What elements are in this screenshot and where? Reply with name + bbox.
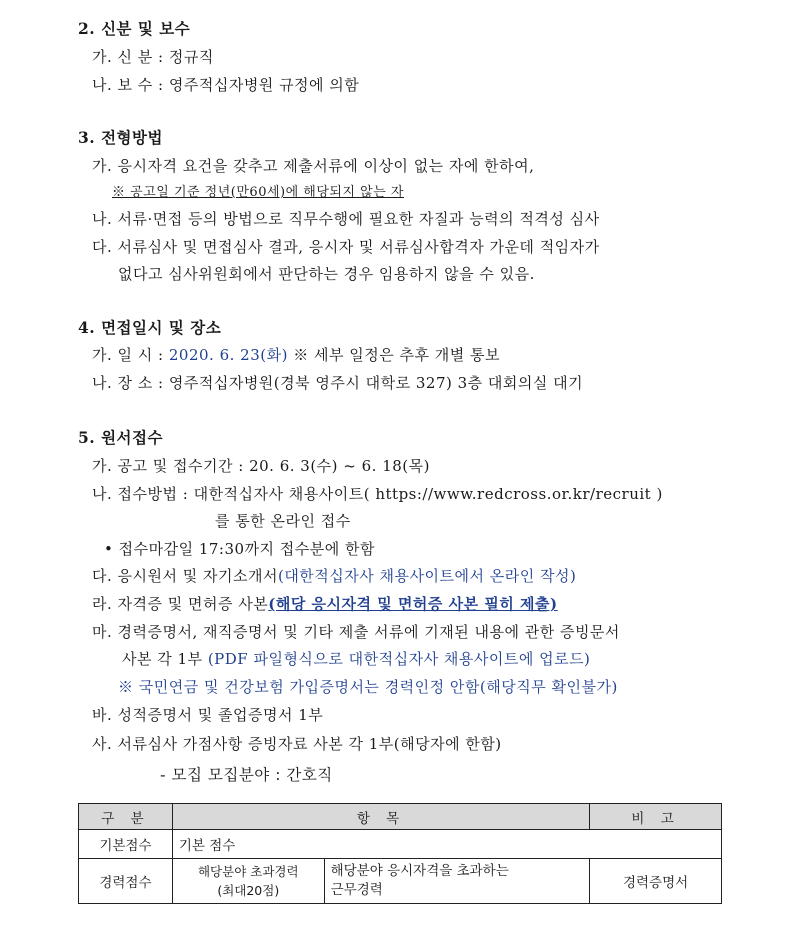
document-item-f: 바. 성적증명서 및 졸업증명서 1부 bbox=[92, 706, 324, 724]
row2-item-a-line2: (최대20점) bbox=[217, 883, 280, 898]
row1-item: 기본 점수 bbox=[172, 830, 721, 859]
table-row bbox=[79, 830, 722, 859]
section-3-title: 3. 전형방법 bbox=[78, 128, 163, 147]
document-item-c-label: 다. 응시원서 및 자기소개서 bbox=[92, 567, 278, 585]
header-note: 비 고 bbox=[590, 804, 722, 830]
document-item-e-line1: 마. 경력증명서, 재직증명서 및 기타 제출 서류에 기재된 내용에 관한 증빙문서 bbox=[92, 623, 620, 641]
table-header-row bbox=[79, 804, 722, 830]
document-item-e-line2 bbox=[122, 649, 590, 669]
interview-date-note: ※ 세부 일정은 추후 개별 통보 bbox=[287, 346, 500, 364]
row2-item-b-line1: 해당분야 응시자격을 초과하는 bbox=[330, 863, 509, 879]
table-row bbox=[79, 859, 722, 904]
interview-date bbox=[92, 345, 500, 365]
document-item-d-label: 라. 자격증 및 면허증 사본 bbox=[92, 595, 269, 613]
section-4-title: 4. 면접일시 및 장소 bbox=[78, 318, 222, 337]
selection-item-c-line1: 다. 서류심사 및 면접심사 결과, 응시자 및 서류심사합격자 가운데 적임자가 bbox=[92, 238, 600, 256]
row1-category: 기본점수 bbox=[79, 830, 173, 859]
interview-date-value: 2020. 6. 23(화) bbox=[168, 346, 288, 364]
retirement-age-note: ※ 공고일 기준 정년(만60세)에 해당되지 않는 자 bbox=[112, 185, 404, 200]
row2-item-b bbox=[324, 859, 590, 904]
employment-status: 가. 신 분 : 정규직 bbox=[92, 48, 214, 66]
row2-item-a bbox=[172, 859, 324, 904]
deadline-bullet: • 접수마감일 17:30까지 접수분에 한함 bbox=[104, 540, 376, 558]
application-period: 가. 공고 및 접수기간 : 20. 6. 3(수) ~ 6. 18(목) bbox=[92, 457, 430, 475]
header-item: 항 목 bbox=[172, 804, 589, 830]
document-item-g: 사. 서류심사 가점사항 증빙자료 사본 각 1부(해당자에 한함) bbox=[92, 735, 502, 753]
recruitment-field: - 모집 모집분야 : 간호직 bbox=[160, 766, 333, 784]
section-2-title: 2. 신분 및 보수 bbox=[78, 19, 191, 38]
pension-insurance-note: ※ 국민연금 및 건강보험 가입증명서는 경력인정 안함(해당직무 확인불가) bbox=[118, 678, 618, 696]
row2-note: 경력증명서 bbox=[590, 859, 722, 904]
header-category: 구 분 bbox=[79, 804, 173, 830]
selection-item-b: 나. 서류·면접 등의 방법으로 직무수행에 필요한 자질과 능력의 적격성 심사 bbox=[92, 210, 600, 228]
selection-item-a: 가. 응시자격 요건을 갖추고 제출서류에 이상이 없는 자에 한하여, bbox=[92, 157, 535, 175]
document-item-e-note: (PDF 파일형식으로 대한적십자사 채용사이트에 업로드) bbox=[207, 650, 591, 668]
interview-date-label: 가. 일 시 : bbox=[92, 346, 169, 364]
scoring-table bbox=[78, 803, 722, 904]
salary: 나. 보 수 : 영주적십자병원 규정에 의함 bbox=[92, 76, 360, 94]
interview-place: 나. 장 소 : 영주적십자병원(경북 영주시 대학로 327) 3층 대회의실 대기 bbox=[92, 374, 584, 392]
document-item-d-note: (해당 응시자격 및 면허증 사본 필히 제출) bbox=[268, 595, 558, 613]
document-item-d bbox=[92, 594, 558, 614]
application-method-line1: 나. 접수방법 : 대한적십자사 채용사이트( https://www.redcross.or.kr/recruit ) bbox=[92, 485, 663, 503]
row2-item-b-line2: 근무경력 bbox=[330, 882, 383, 898]
section-5-title: 5. 원서접수 bbox=[78, 428, 163, 447]
document-item-c bbox=[92, 566, 576, 586]
row2-category: 경력점수 bbox=[79, 859, 173, 904]
application-method-line2: 를 통한 온라인 접수 bbox=[215, 512, 351, 530]
document-item-e-label: 사본 각 1부 bbox=[122, 650, 208, 668]
document-item-c-note: (대한적십자사 채용사이트에서 온라인 작성) bbox=[277, 567, 577, 585]
row2-item-a-line1: 해당분야 초과경력 bbox=[197, 864, 299, 879]
selection-item-c-line2: 없다고 심사위원회에서 판단하는 경우 임용하지 않을 수 있음. bbox=[118, 265, 535, 283]
